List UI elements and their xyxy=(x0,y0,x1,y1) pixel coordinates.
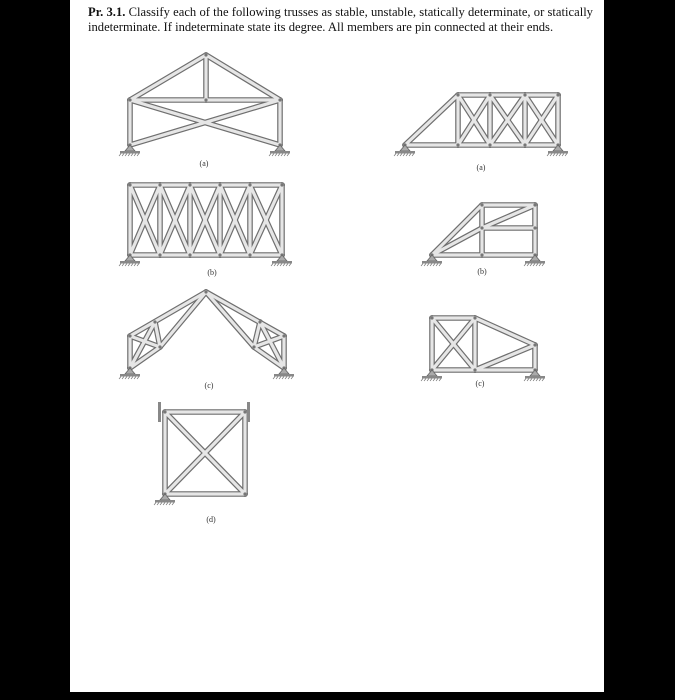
problem-number: Pr. 3.1. xyxy=(88,5,126,19)
pin-joint xyxy=(480,253,483,256)
pin-joint xyxy=(488,143,491,146)
caption-left-b: (b) xyxy=(207,268,217,277)
pin-joint xyxy=(456,143,459,146)
support xyxy=(273,368,294,379)
truss-left-b xyxy=(119,183,292,266)
pin-joint xyxy=(204,290,207,293)
caption-left-a: (a) xyxy=(199,159,209,168)
member-face xyxy=(160,292,206,347)
truss-right-b xyxy=(421,203,545,266)
support xyxy=(119,145,140,156)
truss-right-a xyxy=(394,93,568,156)
pin-joint xyxy=(280,183,283,186)
pin-joint xyxy=(188,183,191,186)
support xyxy=(119,368,140,379)
pin-joint xyxy=(158,183,161,186)
member-face xyxy=(206,292,254,347)
pin-joint xyxy=(218,183,221,186)
member-face xyxy=(482,205,535,228)
pin-joint xyxy=(430,316,433,319)
pin-joint xyxy=(258,320,261,323)
pin-joint xyxy=(252,345,255,348)
pin-joint xyxy=(533,226,536,229)
pin-joint xyxy=(533,203,536,206)
pin-joint xyxy=(204,53,207,56)
member-face xyxy=(475,345,535,370)
pin-joint xyxy=(218,253,221,256)
pin-joint xyxy=(128,183,131,186)
pin-joint xyxy=(282,334,285,337)
member-face xyxy=(206,292,284,336)
pin-joint xyxy=(243,410,246,413)
pin-joint xyxy=(248,183,251,186)
pin-joint xyxy=(523,143,526,146)
pin-joint xyxy=(158,253,161,256)
pin-joint xyxy=(533,343,536,346)
pin-joint xyxy=(556,93,559,96)
pin-joint xyxy=(153,320,156,323)
member-face xyxy=(206,55,280,100)
member-face xyxy=(130,55,206,100)
truss-figures xyxy=(70,0,604,692)
truss-left-d xyxy=(154,410,247,505)
caption-right-b: (b) xyxy=(477,267,487,276)
truss-right-c xyxy=(421,316,545,381)
problem-text: Classify each of the following trusses as stable, unstable, statically determinate, or statically indeterminate. If indeterminate state its degree. All members are pin connected at their ends. xyxy=(88,5,593,34)
member-face xyxy=(130,292,206,336)
pin-joint xyxy=(248,253,251,256)
document-page xyxy=(70,0,604,692)
member-face xyxy=(475,318,535,345)
caption-left-c: (c) xyxy=(204,381,214,390)
caption-right-c: (c) xyxy=(475,379,485,388)
pin-joint xyxy=(158,345,161,348)
pin-joint xyxy=(204,98,207,101)
pin-joint xyxy=(128,334,131,337)
pin-joint xyxy=(163,410,166,413)
pin-joint xyxy=(488,93,491,96)
pin-joint xyxy=(473,368,476,371)
truss-left-a xyxy=(119,53,290,156)
pin-joint xyxy=(523,93,526,96)
pin-joint xyxy=(243,492,246,495)
pin-joint xyxy=(480,226,483,229)
pin-joint xyxy=(456,93,459,96)
pin-joint xyxy=(480,203,483,206)
truss-left-c xyxy=(119,290,294,379)
pin-joint xyxy=(188,253,191,256)
caption-left-d: (d) xyxy=(206,515,216,524)
pin-joint xyxy=(473,316,476,319)
pin-joint xyxy=(278,98,281,101)
support xyxy=(269,145,290,156)
pin-joint xyxy=(128,98,131,101)
caption-right-a: (a) xyxy=(476,163,486,172)
member-face xyxy=(405,95,458,145)
